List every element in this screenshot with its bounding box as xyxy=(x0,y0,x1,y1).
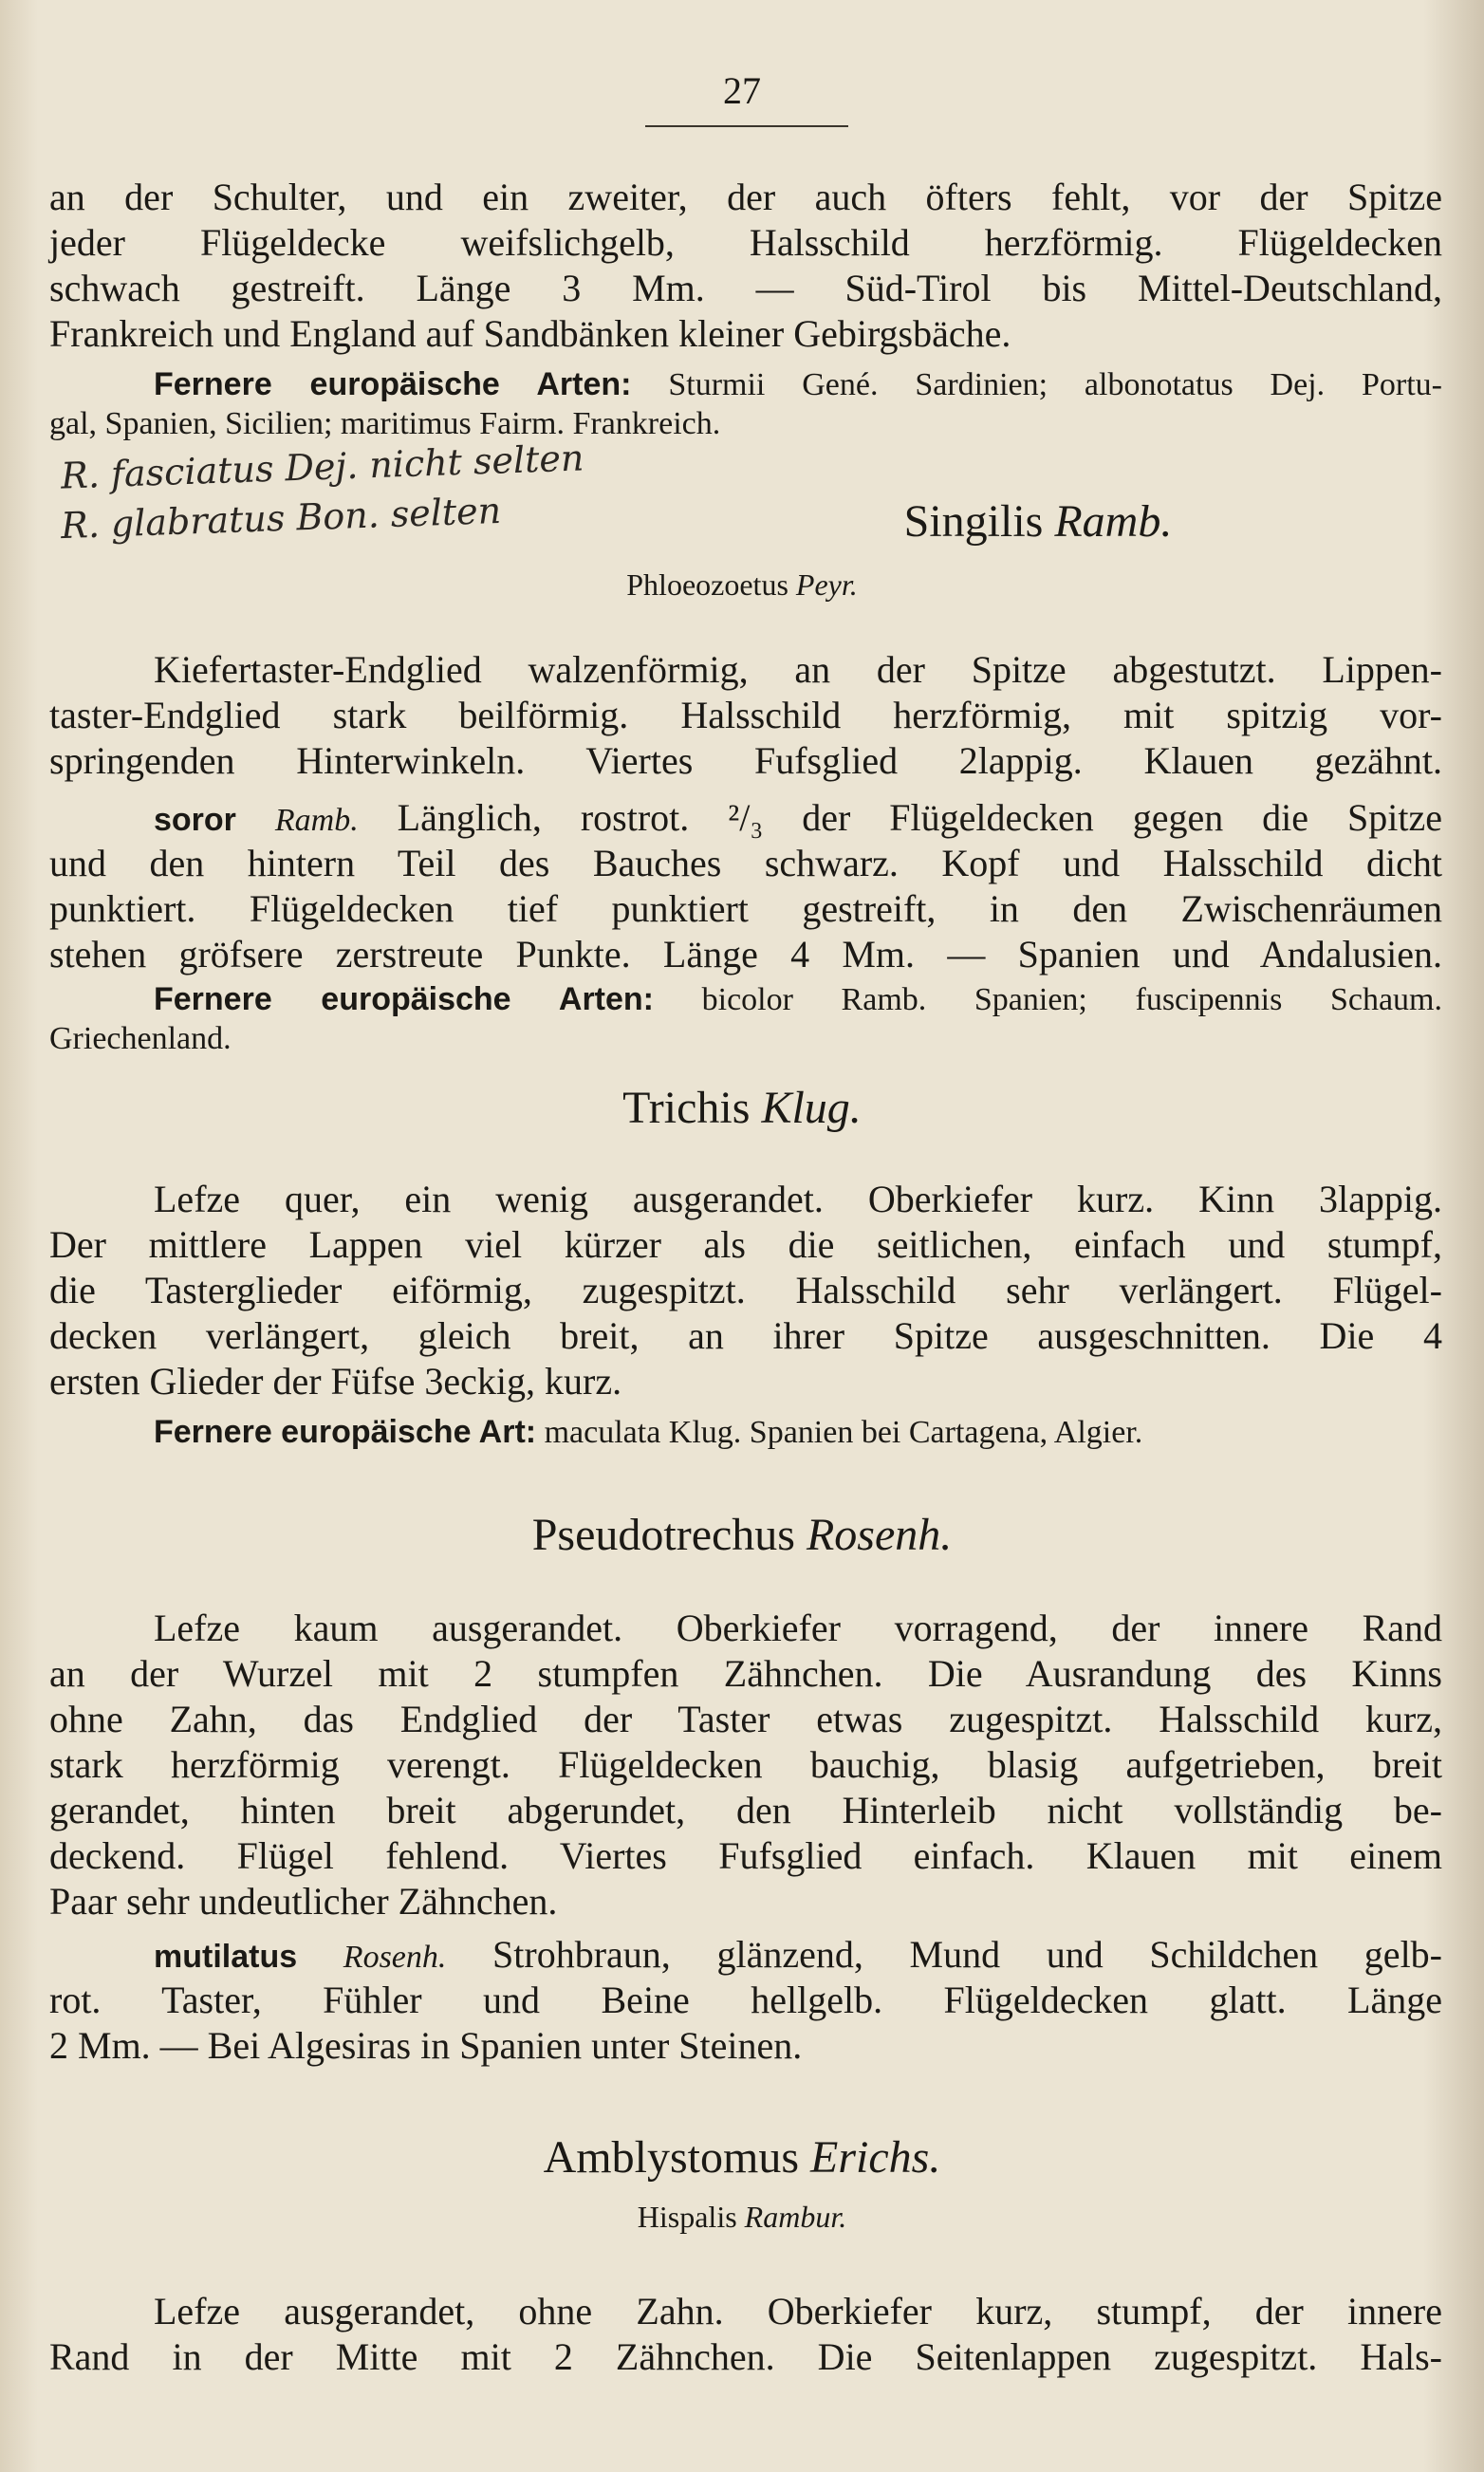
text-line: punktiert. Flügeldecken tief punktiert gestreift, in den Zwischenräumen xyxy=(49,887,1442,930)
species-name: mutilatus xyxy=(154,1939,298,1975)
page-number: 27 xyxy=(723,69,761,112)
text-line: gal, Spanien, Sicilien; maritimus Fairm. Frankreich. xyxy=(49,406,721,441)
genus-heading-amblystomus xyxy=(0,2131,1484,2184)
text-line: stehen gröfsere zerstreute Punkte. Länge 4 Mm. — Spanien und Andalusien. xyxy=(49,933,1442,976)
text-line: und den hintern Teil des Bauches schwarz. Kopf und Halsschild dicht xyxy=(49,842,1442,884)
species-author: Rosenh. xyxy=(343,1940,447,1975)
fernere-label: Fernere europäische Art: xyxy=(154,1414,537,1450)
text-line: Griechenland. xyxy=(49,1021,232,1056)
text-line: springenden Hinterwinkeln. Viertes Fufsglied 2lappig. Klauen gezähnt. xyxy=(49,739,1442,782)
genus-name: Trichis xyxy=(622,1083,751,1133)
text-line: gerandet, hinten breit abgerundet, den Hinterleib nicht vollständig be- xyxy=(49,1789,1442,1831)
species-text: Strohbraun, glänzend, Mund und Schildchen gelb- xyxy=(446,1933,1442,1976)
genus-description-amblystomus xyxy=(49,2289,1442,2380)
genus-heading-trichis xyxy=(0,1082,1484,1134)
genus-description-singilis xyxy=(49,647,1442,784)
genus-heading-singilis xyxy=(296,495,1484,548)
text-line: ohne Zahn, das Endglied der Taster etwas zugespitzt. Halsschild kurz, xyxy=(49,1698,1442,1740)
text-line: stark herzförmig verengt. Flügeldecken bauchig, blasig aufgetrieben, breit xyxy=(49,1743,1442,1786)
genus-name: Pseudotrechus xyxy=(531,1510,795,1560)
text-line: Lefze kaum ausgerandet. Oberkiefer vorragend, der innere Rand xyxy=(154,1607,1442,1649)
synonym-author: Rambur. xyxy=(744,2200,847,2234)
genus-author: Ramb. xyxy=(1054,496,1173,547)
fernere-text: maculata Klug. Spanien bei Cartagena, Algier. xyxy=(536,1415,1143,1450)
text-line: schwach gestreift. Länge 3 Mm. — Süd-Tirol bis Mittel-Deutschland, xyxy=(49,267,1442,309)
genus-name: Singilis xyxy=(903,496,1044,547)
genus-synonym xyxy=(0,2200,1484,2235)
text-line: Kiefertaster-Endglied walzenförmig, an der Spitze abgestutzt. Lippen- xyxy=(154,648,1442,691)
fernere-label: Fernere europäische Arten: xyxy=(154,981,655,1017)
fernere-art-trichis xyxy=(49,1412,1442,1452)
text-line: jeder Flügeldecke weifslichgelb, Halsschild herzförmig. Flügeldecken xyxy=(49,221,1442,264)
species-author: Ramb. xyxy=(274,803,359,838)
text-line xyxy=(49,1412,1442,1452)
text-line: Rand in der Mitte mit 2 Zähnchen. Die Seitenlappen zugespitzt. Hals- xyxy=(49,2335,1442,2378)
synonym-author: Peyr. xyxy=(795,567,858,602)
text-line: Paar sehr undeutlicher Zähnchen. xyxy=(49,1880,558,1923)
text-line: decken verlängert, gleich breit, an ihrer Spitze ausgeschnitten. Die 4 xyxy=(49,1314,1442,1357)
text-line: Lefze quer, ein wenig ausgerandet. Oberkiefer kurz. Kinn 3lappig. xyxy=(154,1178,1442,1220)
genus-author: Erichs. xyxy=(810,2132,941,2183)
fernere-label: Fernere europäische Arten: xyxy=(154,366,632,402)
handwritten-note-1: R. fasciatus Dej. nicht selten xyxy=(60,437,585,497)
text-line xyxy=(49,364,1442,404)
species-name: soror xyxy=(154,802,236,838)
continuation-paragraph xyxy=(49,175,1442,357)
fernere-text: bicolor Ramb. Spanien; fuscipennis Schaum. xyxy=(654,982,1443,1017)
fernere-arten-2 xyxy=(49,979,1442,1059)
synonym-name: Hispalis xyxy=(637,2200,737,2234)
text-line: Der mittlere Lappen viel kürzer als die seitlichen, einfach und stumpf, xyxy=(49,1223,1442,1266)
handwritten-note-2: R. glabratus Bon. selten xyxy=(60,489,502,548)
text-line: die Tasterglieder eiförmig, zugespitzt. Halsschild sehr verlängert. Flügel- xyxy=(49,1269,1442,1311)
text-line: Frankreich und England auf Sandbänken kleiner Gebirgsbäche. xyxy=(49,312,1011,355)
text-line: Lefze ausgerandet, ohne Zahn. Oberkiefer kurz, stumpf, der innere xyxy=(154,2290,1442,2333)
text-line: deckend. Flügel fehlend. Viertes Fufsglied einfach. Klauen mit einem xyxy=(49,1834,1442,1877)
synonym-name: Phloeozoetus xyxy=(626,567,788,602)
species-text: Länglich, rostrot. ²/₃ der Flügeldecken gegen die Spitze xyxy=(358,796,1442,839)
genus-heading-pseudotrechus xyxy=(0,1509,1484,1561)
genus-name: Amblystomus xyxy=(543,2132,800,2183)
genus-synonym xyxy=(0,567,1484,603)
page-number-rule xyxy=(645,125,848,127)
species-mutilatus xyxy=(49,1932,1442,2069)
genus-description-pseudotrechus xyxy=(49,1606,1442,1924)
fernere-arten-1 xyxy=(49,364,1442,444)
text-line: an der Wurzel mit 2 stumpfen Zähnchen. Die Ausrandung des Kinns xyxy=(49,1652,1442,1695)
text-line xyxy=(49,979,1442,1019)
text-line: an der Schulter, und ein zweiter, der auch öfters fehlt, vor der Spitze xyxy=(49,176,1442,218)
species-soror xyxy=(49,795,1442,977)
text-line xyxy=(49,795,1442,841)
text-line: taster-Endglied stark beilförmig. Halsschild herzförmig, mit spitzig vor- xyxy=(49,694,1442,736)
text-line: rot. Taster, Fühler und Beine hellgelb. Flügeldecken glatt. Länge xyxy=(49,1979,1442,2021)
fernere-text: Sturmii Gené. Sardinien; albonotatus Dej. Portu- xyxy=(631,367,1442,402)
genus-author: Rosenh. xyxy=(806,1510,953,1560)
text-line: ersten Glieder der Füfse 3eckig, kurz. xyxy=(49,1360,622,1403)
text-line: 2 Mm. — Bei Algesiras in Spanien unter Steinen. xyxy=(49,2024,803,2067)
genus-description-trichis xyxy=(49,1177,1442,1404)
text-line xyxy=(49,1932,1442,1978)
genus-author: Klug. xyxy=(761,1083,862,1133)
